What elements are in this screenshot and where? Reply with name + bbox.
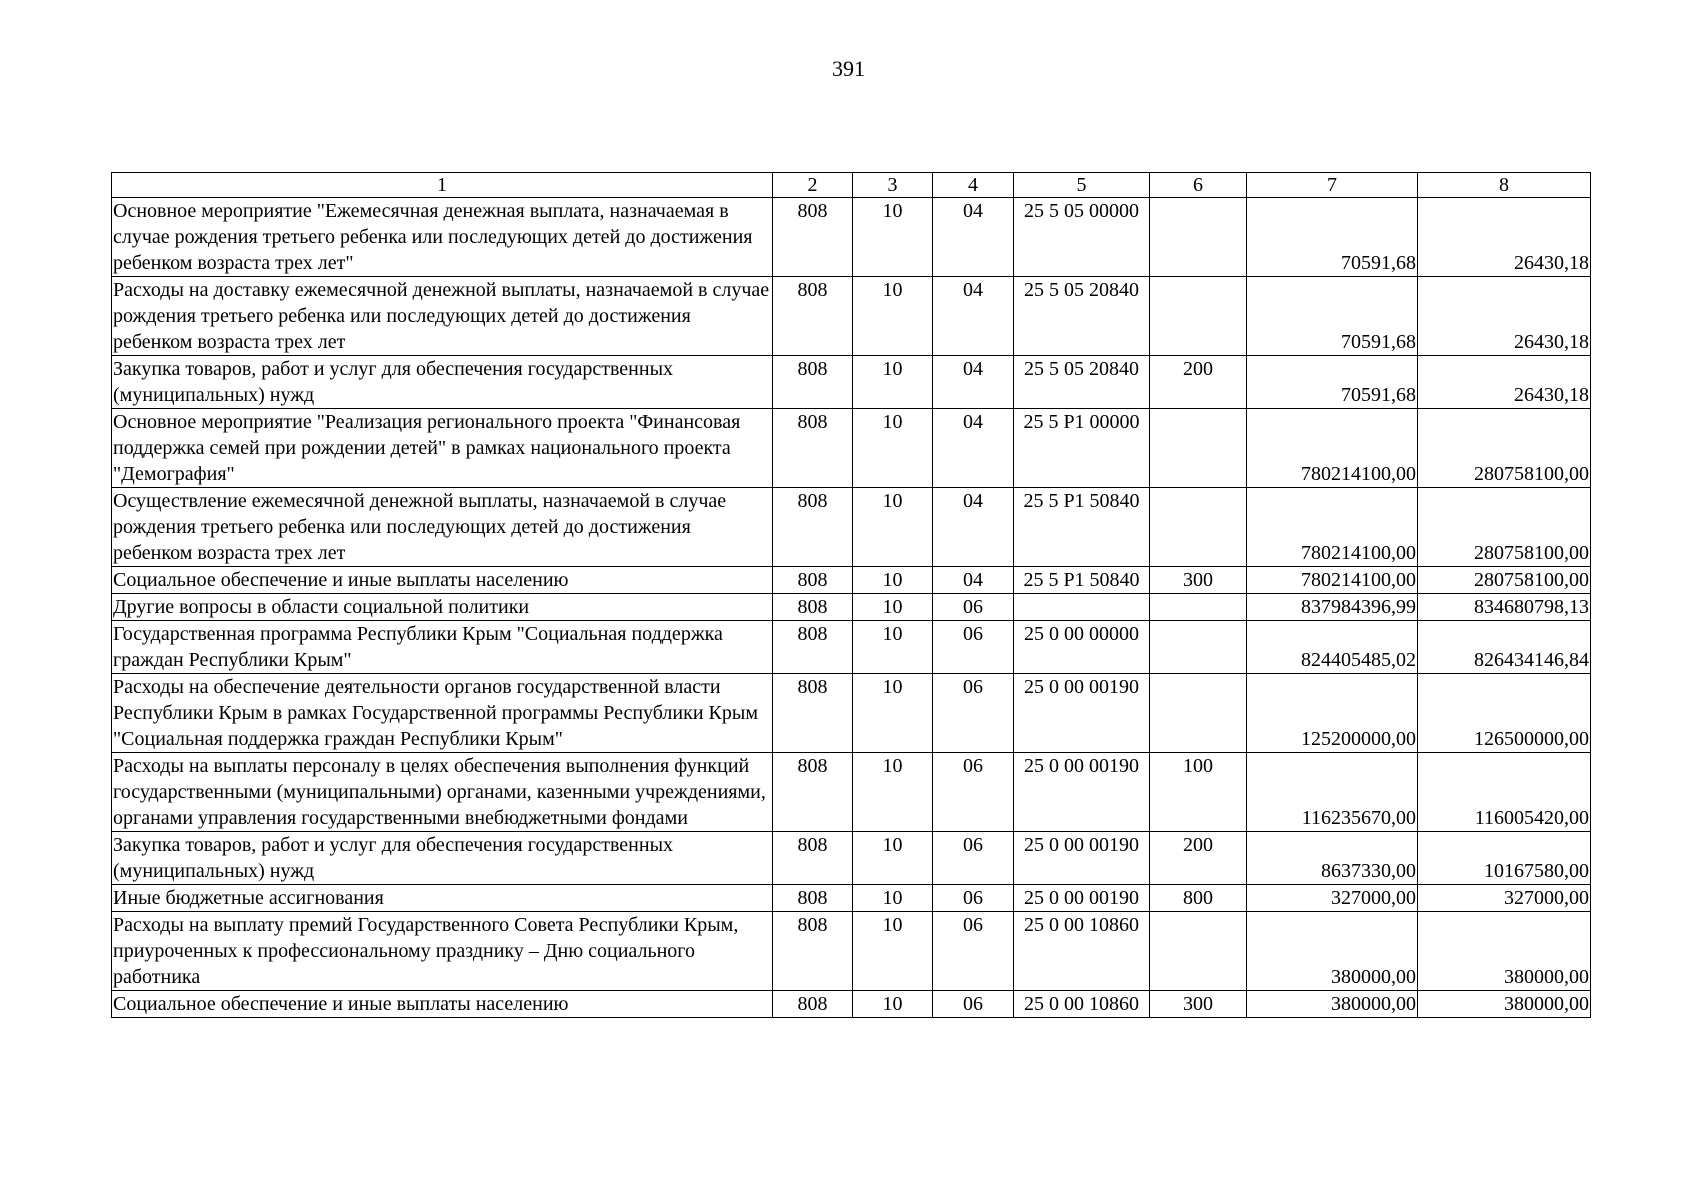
ministry-code: 808 (773, 356, 853, 409)
expense-type-code: 100 (1150, 753, 1247, 832)
amount-col7: 70591,68 (1247, 198, 1418, 277)
table-row (112, 621, 1591, 674)
expense-type-code: 300 (1150, 991, 1247, 1018)
expense-name: Расходы на доставку ежемесячной денежной выплаты, назначаемой в случае рождения третьего ребенка или последующих детей до достижения ребенком возраста трех лет (112, 277, 773, 356)
expense-type-code: 800 (1150, 885, 1247, 912)
amount-col7: 380000,00 (1247, 991, 1418, 1018)
amount-col7: 70591,68 (1247, 356, 1418, 409)
subsection-code: 06 (933, 753, 1014, 832)
table-row (112, 991, 1591, 1018)
ministry-code: 808 (773, 277, 853, 356)
ministry-code: 808 (773, 912, 853, 991)
column-header: 2 (773, 173, 853, 198)
table-header (112, 173, 1591, 198)
section-code: 10 (853, 621, 933, 674)
expense-name: Осуществление ежемесячной денежной выплаты, назначаемой в случае рождения третьего ребенка или последующих детей до достижения ребенком возраста трех лет (112, 488, 773, 567)
amount-col7: 8637330,00 (1247, 832, 1418, 885)
target-article-code: 25 0 00 00190 (1014, 885, 1150, 912)
subsection-code: 04 (933, 356, 1014, 409)
target-article-code: 25 5 P1 50840 (1014, 488, 1150, 567)
column-header: 5 (1014, 173, 1150, 198)
target-article-code: 25 5 05 20840 (1014, 277, 1150, 356)
target-article-code: 25 5 05 00000 (1014, 198, 1150, 277)
expense-type-code: 300 (1150, 567, 1247, 594)
section-code: 10 (853, 488, 933, 567)
amount-col8: 280758100,00 (1418, 488, 1591, 567)
target-article-code: 25 5 05 20840 (1014, 356, 1150, 409)
section-code: 10 (853, 594, 933, 621)
amount-col7: 327000,00 (1247, 885, 1418, 912)
target-article-code: 25 0 00 10860 (1014, 912, 1150, 991)
target-article-code: 25 0 00 00190 (1014, 832, 1150, 885)
table-row (112, 198, 1591, 277)
section-code: 10 (853, 567, 933, 594)
section-code: 10 (853, 409, 933, 488)
subsection-code: 04 (933, 567, 1014, 594)
column-header: 6 (1150, 173, 1247, 198)
expense-name: Социальное обеспечение и иные выплаты населению (112, 567, 773, 594)
section-code: 10 (853, 832, 933, 885)
amount-col8: 280758100,00 (1418, 409, 1591, 488)
amount-col7: 780214100,00 (1247, 567, 1418, 594)
expense-name: Расходы на выплату премий Государственного Совета Республики Крым, приуроченных к профессиональному празднику – Дню социального работника (112, 912, 773, 991)
expense-type-code: 200 (1150, 356, 1247, 409)
expense-type-code: 200 (1150, 832, 1247, 885)
amount-col7: 780214100,00 (1247, 409, 1418, 488)
amount-col8: 834680798,13 (1418, 594, 1591, 621)
target-article-code: 25 0 00 10860 (1014, 991, 1150, 1018)
subsection-code: 06 (933, 594, 1014, 621)
table-row (112, 356, 1591, 409)
expense-type-code (1150, 674, 1247, 753)
subsection-code: 06 (933, 991, 1014, 1018)
expense-name: Государственная программа Республики Крым "Социальная поддержка граждан Республики Крым" (112, 621, 773, 674)
target-article-code: 25 0 00 00190 (1014, 753, 1150, 832)
target-article-code: 25 5 P1 00000 (1014, 409, 1150, 488)
amount-col7: 824405485,02 (1247, 621, 1418, 674)
budget-table (111, 172, 1591, 1018)
table-row (112, 567, 1591, 594)
amount-col8: 327000,00 (1418, 885, 1591, 912)
subsection-code: 06 (933, 912, 1014, 991)
amount-col8: 126500000,00 (1418, 674, 1591, 753)
section-code: 10 (853, 198, 933, 277)
expense-name: Расходы на выплаты персоналу в целях обеспечения выполнения функций государственными (муниципальными) органами, казенными учреждениями, органами управления государственными внебюджетными фондами (112, 753, 773, 832)
table-row (112, 277, 1591, 356)
ministry-code: 808 (773, 832, 853, 885)
amount-col7: 116235670,00 (1247, 753, 1418, 832)
table-row (112, 912, 1591, 991)
expense-name: Расходы на обеспечение деятельности органов государственной власти Республики Крым в рамках Государственной программы Республики Крым "Социальная поддержка граждан Республики Крым" (112, 674, 773, 753)
subsection-code: 06 (933, 832, 1014, 885)
expense-name: Основное мероприятие "Реализация регионального проекта "Финансовая поддержка семей при рождении детей" в рамках национального проекта "Демография" (112, 409, 773, 488)
table-row (112, 753, 1591, 832)
section-code: 10 (853, 753, 933, 832)
table-row (112, 488, 1591, 567)
amount-col8: 10167580,00 (1418, 832, 1591, 885)
ministry-code: 808 (773, 594, 853, 621)
table-row (112, 409, 1591, 488)
amount-col8: 116005420,00 (1418, 753, 1591, 832)
subsection-code: 06 (933, 885, 1014, 912)
amount-col7: 780214100,00 (1247, 488, 1418, 567)
subsection-code: 04 (933, 488, 1014, 567)
expense-name: Другие вопросы в области социальной политики (112, 594, 773, 621)
section-code: 10 (853, 277, 933, 356)
column-header: 1 (112, 173, 773, 198)
column-header: 4 (933, 173, 1014, 198)
expense-type-code (1150, 409, 1247, 488)
amount-col8: 26430,18 (1418, 277, 1591, 356)
expense-type-code (1150, 198, 1247, 277)
ministry-code: 808 (773, 488, 853, 567)
section-code: 10 (853, 674, 933, 753)
expense-type-code (1150, 594, 1247, 621)
target-article-code (1014, 594, 1150, 621)
expense-type-code (1150, 277, 1247, 356)
amount-col7: 125200000,00 (1247, 674, 1418, 753)
section-code: 10 (853, 356, 933, 409)
amount-col7: 837984396,99 (1247, 594, 1418, 621)
section-code: 10 (853, 885, 933, 912)
expense-name: Социальное обеспечение и иные выплаты населению (112, 991, 773, 1018)
column-header: 8 (1418, 173, 1591, 198)
subsection-code: 04 (933, 277, 1014, 356)
ministry-code: 808 (773, 567, 853, 594)
subsection-code: 04 (933, 198, 1014, 277)
ministry-code: 808 (773, 674, 853, 753)
table-body (112, 198, 1591, 1018)
expense-name: Иные бюджетные ассигнования (112, 885, 773, 912)
expense-name: Закупка товаров, работ и услуг для обеспечения государственных (муниципальных) нужд (112, 356, 773, 409)
amount-col7: 70591,68 (1247, 277, 1418, 356)
table-row (112, 594, 1591, 621)
amount-col8: 380000,00 (1418, 991, 1591, 1018)
expense-name: Основное мероприятие "Ежемесячная денежная выплата, назначаемая в случае рождения третьего ребенка или последующих детей до достижения ребенком возраста трех лет" (112, 198, 773, 277)
expense-type-code (1150, 912, 1247, 991)
ministry-code: 808 (773, 409, 853, 488)
table-row (112, 674, 1591, 753)
table-row (112, 885, 1591, 912)
expense-name: Закупка товаров, работ и услуг для обеспечения государственных (муниципальных) нужд (112, 832, 773, 885)
expense-type-code (1150, 488, 1247, 567)
target-article-code: 25 0 00 00000 (1014, 621, 1150, 674)
ministry-code: 808 (773, 198, 853, 277)
target-article-code: 25 5 P1 50840 (1014, 567, 1150, 594)
table-row (112, 832, 1591, 885)
ministry-code: 808 (773, 991, 853, 1018)
header-row (112, 173, 1591, 198)
amount-col8: 380000,00 (1418, 912, 1591, 991)
amount-col8: 26430,18 (1418, 198, 1591, 277)
amount-col8: 280758100,00 (1418, 567, 1591, 594)
amount-col7: 380000,00 (1247, 912, 1418, 991)
column-header: 7 (1247, 173, 1418, 198)
target-article-code: 25 0 00 00190 (1014, 674, 1150, 753)
expense-type-code (1150, 621, 1247, 674)
column-header: 3 (853, 173, 933, 198)
section-code: 10 (853, 991, 933, 1018)
ministry-code: 808 (773, 885, 853, 912)
page-number: 391 (832, 56, 865, 81)
subsection-code: 06 (933, 674, 1014, 753)
ministry-code: 808 (773, 621, 853, 674)
ministry-code: 808 (773, 753, 853, 832)
subsection-code: 04 (933, 409, 1014, 488)
section-code: 10 (853, 912, 933, 991)
subsection-code: 06 (933, 621, 1014, 674)
amount-col8: 26430,18 (1418, 356, 1591, 409)
amount-col8: 826434146,84 (1418, 621, 1591, 674)
